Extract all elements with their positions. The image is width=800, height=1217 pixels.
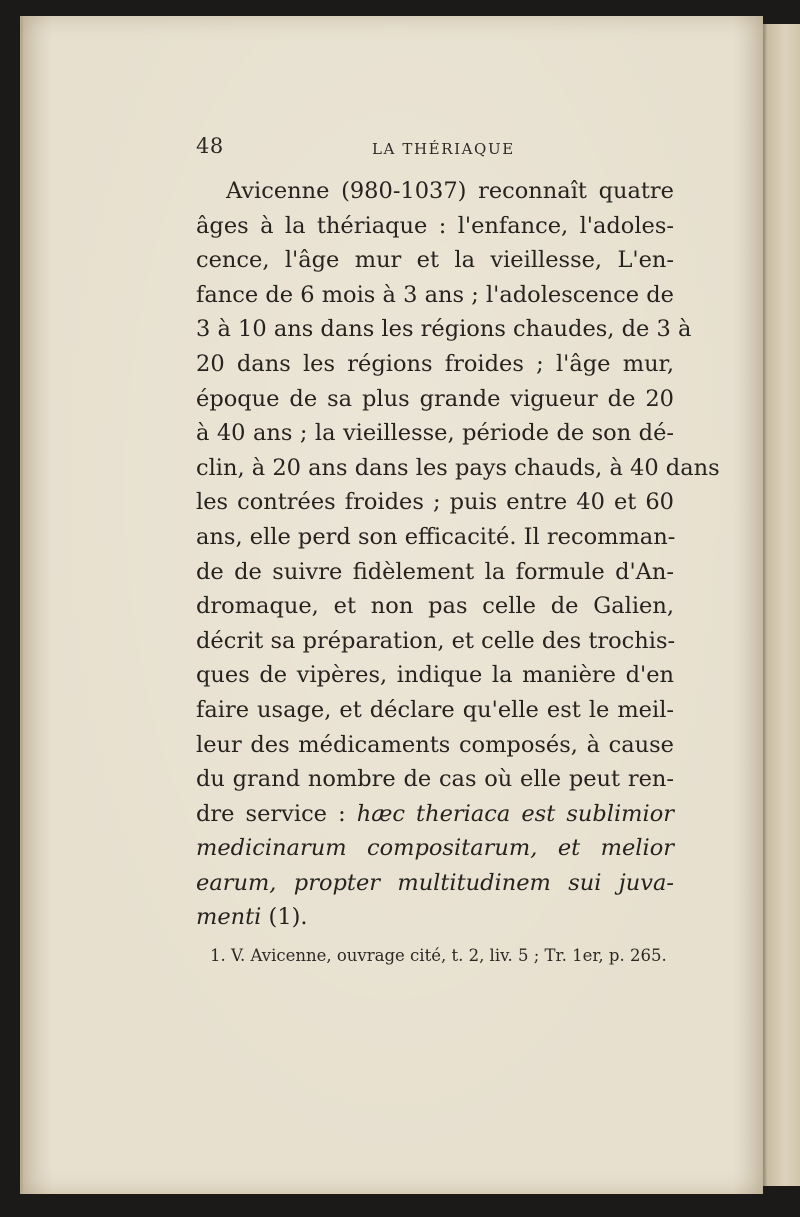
footnote-reference: (1). xyxy=(261,904,308,931)
text-roman: dre service : xyxy=(196,800,357,827)
text-line: ans, elle perd son efficacité. Il recomman- xyxy=(196,523,676,550)
text-line: à 40 ans ; la vieillesse, période de son dé- xyxy=(196,420,674,447)
latin-quotation-line: earum, propter multitudinem sui juva- xyxy=(196,869,674,896)
footnote: 1. V. Avicenne, ouvrage cité, t. 2, liv. 5 ; Tr. 1er, p. 265. xyxy=(210,946,667,965)
text-line: clin, à 20 ans dans les pays chauds, à 40 dans xyxy=(196,454,720,481)
latin-quotation: hæc theriaca est sublimior xyxy=(356,800,675,827)
text-line-mixed xyxy=(196,900,674,935)
text-line: ques de vipères, indique la manière d'en xyxy=(196,662,674,689)
text-line: Avicenne (980-1037) reconnaît quatre xyxy=(226,178,674,204)
text-line: âges à la thériaque : l'enfance, l'adoles- xyxy=(196,212,674,239)
adjacent-page-edge xyxy=(758,24,800,1186)
text-line: fance de 6 mois à 3 ans ; l'adolescence de xyxy=(196,281,674,308)
text-line: époque de sa plus grande vigueur de 20 xyxy=(196,385,674,412)
page-number: 48 xyxy=(196,134,224,158)
body-paragraph xyxy=(196,174,720,935)
text-line: cence, l'âge mur et la vieillesse, L'en- xyxy=(196,247,674,274)
latin-quotation-line: medicinarum compositarum, et melior xyxy=(196,835,674,862)
running-head: LA THÉRIAQUE xyxy=(372,140,515,158)
text-line: 3 à 10 ans dans les régions chaudes, de 3 à xyxy=(196,316,692,343)
text-line: leur des médicaments composés, à cause xyxy=(196,731,674,758)
text-line: les contrées froides ; puis entre 40 et 60 xyxy=(196,489,674,516)
text-line: faire usage, et déclare qu'elle est le meil- xyxy=(196,696,674,723)
text-line: dromaque, et non pas celle de Galien, xyxy=(196,593,674,620)
text-line: de de suivre fidèlement la formule d'An- xyxy=(196,558,674,585)
latin-quotation: menti xyxy=(196,904,262,931)
text-line: du grand nombre de cas où elle peut ren- xyxy=(196,766,674,793)
text-line: 20 dans les régions froides ; l'âge mur, xyxy=(196,350,674,377)
text-line-mixed xyxy=(196,797,674,832)
text-line: décrit sa préparation, et celle des trochis- xyxy=(196,627,676,654)
